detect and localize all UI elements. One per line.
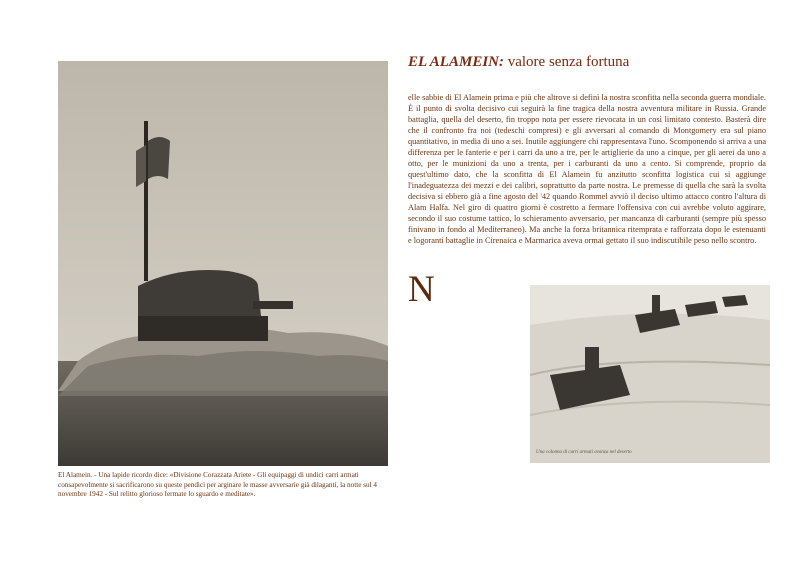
title-main: EL ALAMEIN:	[408, 54, 504, 70]
tanks-drawing	[530, 285, 770, 463]
monument-photo	[58, 61, 388, 466]
drawing-caption: Una colonna di carri armati avanza nel deserto	[536, 450, 632, 455]
monument-caption: El Alamein. - Una lapide ricordo dice: «Divisione Corazzata Ariete - Gli equipaggi di undici carri armati consapevolmente si sacrificarono su queste pendici per arginare le masse avversarie già dilaganti, la notte sul 4 novembre 1942 - Sul relitto glorioso fermate lo sguardo e meditate».	[58, 471, 377, 499]
article-text: elle sabbie di El Alamein prima e più che altrove si definì la nostra sconfitta nella seconda guerra mondiale. È il punto di svolta decisivo cui seguirà la fine tragica della nostra avventura militare in Russia. Grande battaglia, quella del deserto, fin troppo nota per essere rievocata in un così limitato contesto. Basterà dire che il confronto fra noi (tedeschi compresi) e gli avversari al comando di Montgomery era sul piano quantitativo, in media di uno a sei. Inutile aggiungere chi rappresentava l'uno. Scomponendo si arriva a una differenza per le fanterie e per i carri da uno a tre, per le artiglierie da uno a cinque, per gli aerei da uno a otto, per le munizioni da uno a trenta, per i carburanti da uno a cento. Si comprende, proprio da quest'ultimo dato, che la sconfitta di El Alamein fu anzitutto sconfitta logistica cui si aggiunge l'inadeguatezza dei mezzi e dei calibri, soprattutto da parte nostra. Le premesse di quella che sarà la svolta decisiva si ebbero già a fine agosto del '42 quando Rommel avviò il deciso ultimo attacco contro l'altura di Alam Halfa. Nel giro di quattro giorni è costretto a fermare l'offensiva con cui avrebbe voluto aggirare, secondo il suo costume tattico, lo schieramento avversario, per mancanza di carburanti (sempre più spesso finivano in fondo al Mediterraneo). Ma anche la forza britannica ritemprata e rafforzata dopo le estenuanti e logoranti battaglie in Cirenaica e Marmarica aveva ormai gettato il suo indiscutibile peso nello scontro.	[408, 93, 766, 245]
title-sub: valore senza fortuna	[503, 54, 630, 70]
drop-cap: N	[408, 269, 435, 310]
article-title	[408, 54, 768, 71]
